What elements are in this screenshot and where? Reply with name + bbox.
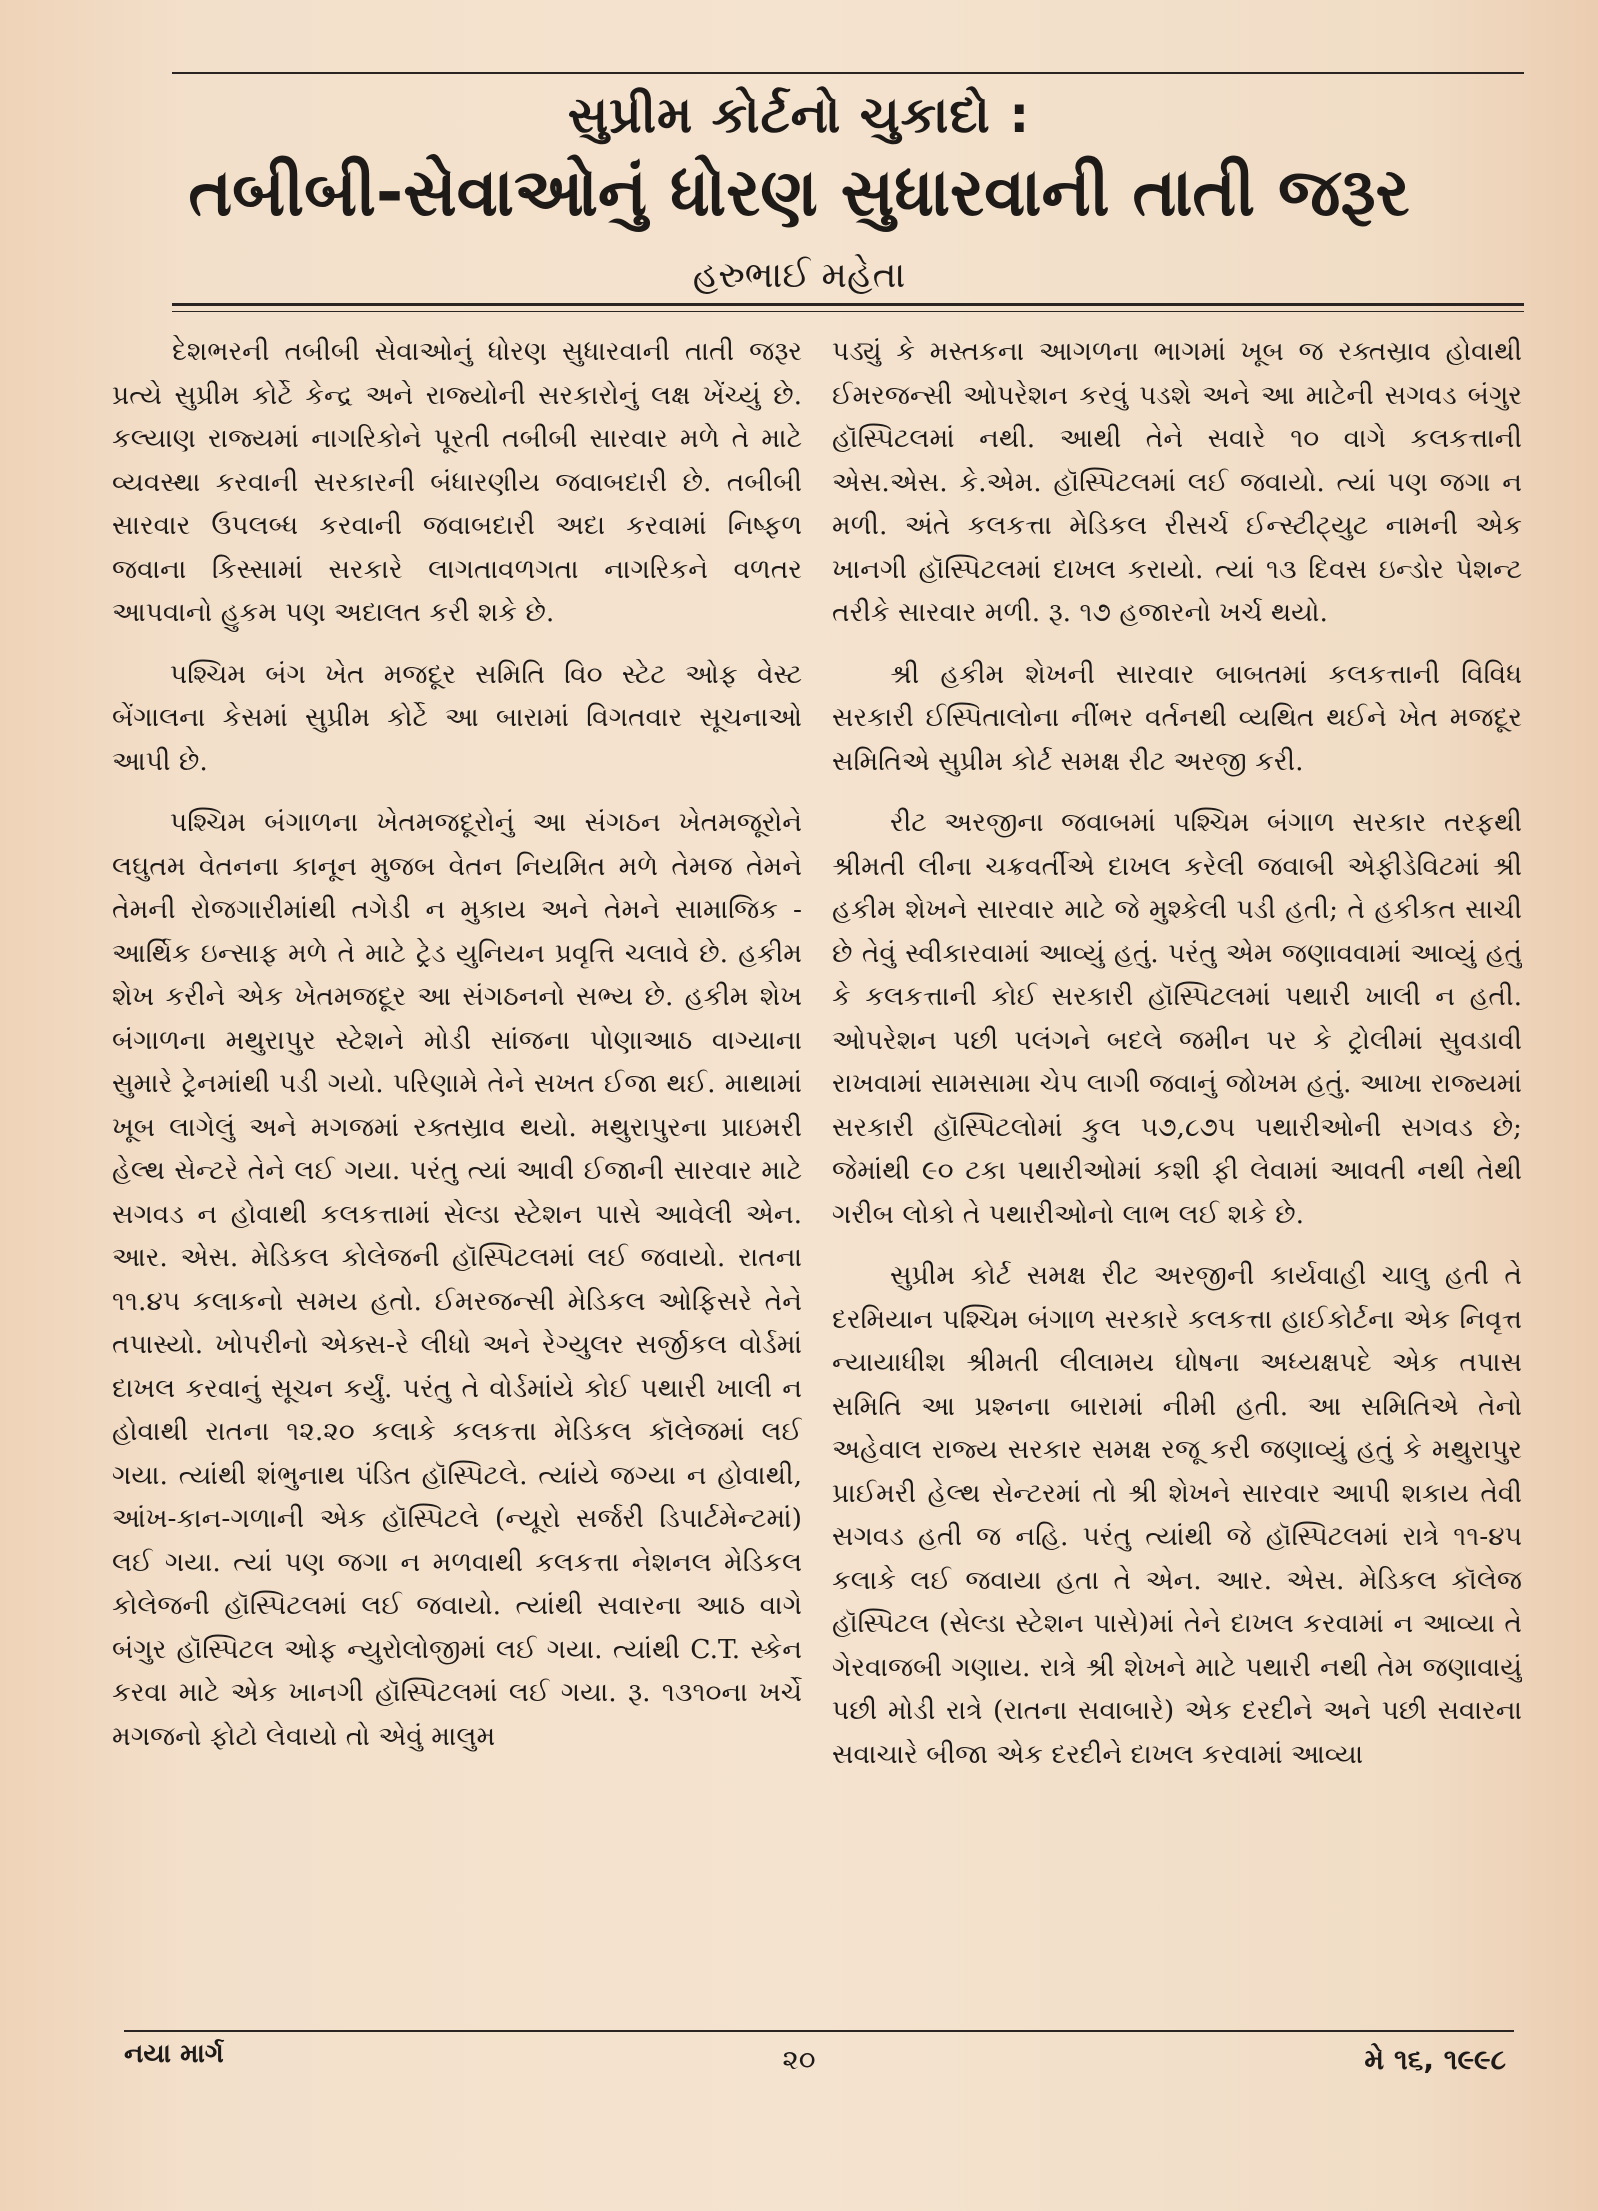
issue-date: મે ૧૬, ૧૯૯૮ (1364, 2043, 1506, 2076)
paragraph: દેશભરની તબીબી સેવાઓનું ધોરણ સુધારવાની તાતી જરૂર પ્રત્યે સુપ્રીમ કોર્ટે કેન્દ્ર અને રાજ્યોની સરકારોનું લક્ષ ખેંચ્યું છે. કલ્યાણ રાજ્યમાં નાગરિકોને પૂરતી તબીબી સારવાર મળે તે માટે વ્યવસ્થા કરવાની સરકારની બંધારણીય જવાબદારી છે. તબીબી સારવાર ઉપલબ્ધ કરવાની જવાબદારી અદા કરવામાં નિષ્ફળ જવાના કિસ્સામાં સરકારે લાગતાવળગતા નાગરિકને વળતર આપવાનો હુકમ પણ અદાલત કરી શકે છે. (112, 336, 802, 628)
article-headline: તબીબી-સેવાઓનું ધોરણ સુધારવાની તાતી જરૂર (188, 154, 1410, 231)
article-kicker: સુપ્રીમ કોર્ટનો ચુકાદો : (567, 86, 1031, 144)
byline-rule-thick (172, 303, 1524, 306)
byline-rule-thin (172, 311, 1524, 312)
footer-rule (124, 2030, 1514, 2032)
article-column-right (832, 330, 1522, 2015)
paragraph: શ્રી હકીમ શેખની સારવાર બાબતમાં કલકત્તાની વિવિધ સરકારી ઈસ્પિતાલોના નીંભર વર્તનથી વ્યથિત થઈને ખેત મજદૂર સમિતિએ સુપ્રીમ કોર્ટ સમક્ષ રીટ અરજી કરી. (832, 658, 1522, 777)
article-column-left (112, 330, 802, 2015)
article-author: હરુભાઈ મહેતા (692, 255, 906, 296)
publication-name: નયા માર્ગ (124, 2039, 224, 2069)
paragraph: પશ્ચિમ બંગ ખેત મજદૂર સમિતિ વિ૦ સ્ટેટ ઓફ વેસ્ટ બેંગાલના કેસમાં સુપ્રીમ કોર્ટે આ બારામાં વિગતવાર સૂચનાઓ આપી છે. (112, 658, 802, 777)
paragraph: પશ્ચિમ બંગાળના ખેતમજદૂરોનું આ સંગઠન ખેતમજૂરોને લઘુતમ વેતનના કાનૂન મુજબ વેતન નિયમિત મળે તેમજ તેમને તેમની રોજગારીમાંથી તગેડી ન મુકાય અને તેમને સામાજિક - આર્થિક ઇન્સાફ મળે તે માટે ટ્રેડ યુનિયન પ્રવૃત્તિ ચલાવે છે. હકીમ શેખ કરીને એક ખેતમજદૂર આ સંગઠનનો સભ્ય છે. હકીમ શેખ બંગાળના મથુરાપુર સ્ટેશને મોડી સાંજના પોણાઆઠ વાગ્યાના સુમારે ટ્રેનમાંથી પડી ગયો. પરિણામે તેને સખત ઈજા થઈ. માથામાં ખૂબ લાગેલું અને મગજમાં રક્તસ્રાવ થયો. મથુરાપુરના પ્રાઇમરી હેલ્થ સેન્ટરે તેને લઈ ગયા. પરંતુ ત્યાં આવી ઈજાની સારવાર માટે સગવડ ન હોવાથી કલકત્તામાં સેલ્ડા સ્ટેશન પાસે આવેલી એન. આર. એસ. મેડિકલ કોલેજની હૉસ્પિટલમાં લઈ જવાયો. રાતના ૧૧.૪૫ કલાકનો સમય હતો. ઈમરજન્સી મેડિકલ ઓફિસરે તેને તપાસ્યો. ખોપરીનો એક્સ-રે લીધો અને રેગ્યુલર સર્જીકલ વોર્ડમાં દાખલ કરવાનું સૂચન કર્યું. પરંતુ તે વોર્ડમાંયે કોઈ પથારી ખાલી ન હોવાથી રાતના ૧૨.૨૦ કલાકે કલકત્તા મેડિકલ કૉલેજમાં લઈ ગયા. ત્યાંથી શંભુનાથ પંડિત હૉસ્પિટલે. ત્યાંયે જગ્યા ન હોવાથી, આંખ-કાન-ગળાની એક હૉસ્પિટલે (ન્યૂરો સર્જરી ડિપાર્ટમેન્ટમાં) લઈ ગયા. ત્યાં પણ જગા ન મળવાથી કલકત્તા નેશનલ મેડિકલ કોલેજની હૉસ્પિટલમાં લઈ જવાયો. ત્યાંથી સવારના આઠ વાગે બંગુર હૉસ્પિટલ ઓફ ન્યુરોલોજીમાં લઈ ગયા. ત્યાંથી C.T. સ્કેન કરવા માટે એક ખાનગી હૉસ્પિટલમાં લઈ ગયા. રૂ. ૧૩૧૦ના ખર્ચે મગજનો ફોટો લેવાયો તો એવું માલુમ (112, 807, 802, 1752)
page-number: ૨૦ (782, 2043, 816, 2076)
paragraph: પડ્યું કે મસ્તકના આગળના ભાગમાં ખૂબ જ રક્તસ્રાવ હોવાથી ઈમરજન્સી ઓપરેશન કરવું પડશે અને આ માટેની સગવડ બંગુર હૉસ્પિટલમાં નથી. આથી તેને સવારે ૧૦ વાગે કલકત્તાની એસ.એસ. કે.એમ. હૉસ્પિટલમાં લઈ જવાયો. ત્યાં પણ જગા ન મળી. અંતે કલકત્તા મેડિકલ રીસર્ચ ઈન્સ્ટીટ્યુટ નામની એક ખાનગી હૉસ્પિટલમાં દાખલ કરાયો. ત્યાં ૧૩ દિવસ ઇન્ડોર પેશન્ટ તરીકે સારવાર મળી. રૂ. ૧૭ હજારનો ખર્ચ થયો. (832, 336, 1522, 628)
paragraph: સુપ્રીમ કોર્ટ સમક્ષ રીટ અરજીની કાર્યવાહી ચાલુ હતી તે દરમિયાન પશ્ચિમ બંગાળ સરકારે કલકત્તા હાઈકોર્ટના એક નિવૃત્ત ન્યાયાધીશ શ્રીમતી લીલામય ઘોષના અધ્યક્ષપદે એક તપાસ સમિતિ આ પ્રશ્નના બારામાં નીમી હતી. આ સમિતિએ તેનો અહેવાલ રાજ્ય સરકાર સમક્ષ રજૂ કરી જણાવ્યું હતું કે મથુરાપુર પ્રાઈમરી હેલ્થ સેન્ટરમાં તો શ્રી શેખને સારવાર આપી શકાય તેવી સગવડ હતી જ નહિ. પરંતુ ત્યાંથી જે હૉસ્પિટલમાં રાત્રે ૧૧-૪૫ કલાકે લઈ જવાયા હતા તે એન. આર. એસ. મેડિકલ કૉલેજ હૉસ્પિટલ (સેલ્ડા સ્ટેશન પાસે)માં તેને દાખલ કરવામાં ન આવ્યા તે ગેરવાજબી ગણાય. રાત્રે શ્રી શેખને માટે પથારી નથી તેમ જણાવાયું પછી મોડી રાત્રે (રાતના સવાબારે) એક દરદીને અને પછી સવારના સવાચારે બીજા એક દરદીને દાખલ કરવામાં આવ્યા (832, 1260, 1522, 1770)
top-rule (172, 72, 1524, 74)
paragraph: રીટ અરજીના જવાબમાં પશ્ચિમ બંગાળ સરકાર તરફથી શ્રીમતી લીના ચક્રવર્તીએ દાખલ કરેલી જવાબી એફીડેવિટમાં શ્રી હકીમ શેખને સારવાર માટે જે મુશ્કેલી પડી હતી; તે હકીકત સાચી છે તેવું સ્વીકારવામાં આવ્યું હતું. પરંતુ એમ જણાવવામાં આવ્યું હતું કે કલકત્તાની કોઈ સરકારી હૉસ્પિટલમાં પથારી ખાલી ન હતી. ઓપરેશન પછી પલંગને બદલે જમીન પર કે ટ્રોલીમાં સુવડાવી રાખવામાં સામસામા ચેપ લાગી જવાનું જોખમ હતું. આખા રાજ્યમાં સરકારી હૉસ્પિટલોમાં કુલ ૫૭,૮૭૫ પથારીઓની સગવડ છે; જેમાંથી ૯૦ ટકા પથારીઓમાં કશી ફી લેવામાં આવતી નથી તેથી ગરીબ લોકો તે પથારીઓનો લાભ લઈ શકે છે. (832, 807, 1522, 1230)
